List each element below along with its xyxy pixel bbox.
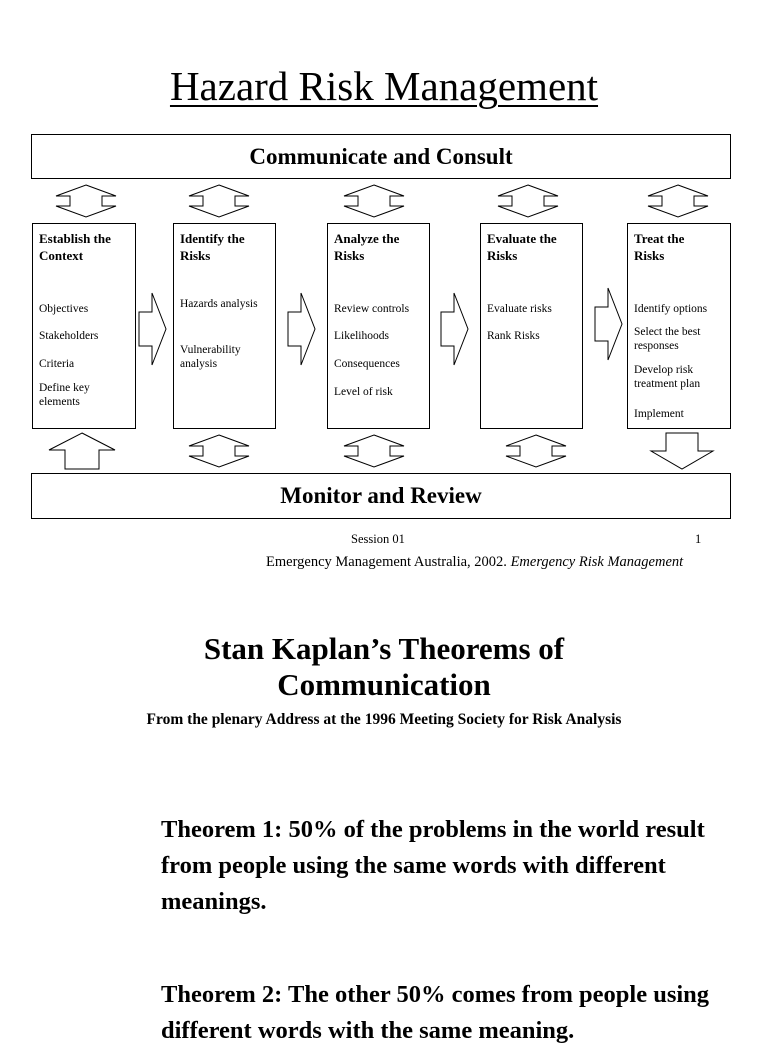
down-arrow-icon	[650, 432, 714, 470]
citation-book-title: Emergency Risk Management	[510, 554, 684, 570]
step-item: Develop risk treatment plan	[634, 364, 701, 390]
step-item: Review controls	[334, 303, 410, 315]
step-item: Criteria	[39, 358, 75, 370]
step-title-line: Risks	[180, 248, 211, 263]
step-item: Define key elements	[39, 382, 90, 408]
monitor-review-band: Monitor and Review	[31, 473, 731, 519]
step-item: Likelihoods	[334, 330, 389, 342]
step-item: Stakeholders	[39, 330, 99, 342]
step-establish-context	[32, 223, 136, 429]
step-item: Hazards analysis	[180, 298, 258, 310]
up-arrow-icon	[48, 432, 116, 470]
step-item: Consequences	[334, 358, 400, 370]
up-down-arrow-icon	[343, 184, 405, 218]
step-evaluate-risks	[480, 223, 583, 429]
session-label: Session 01	[351, 532, 405, 546]
right-arrow-icon	[138, 292, 168, 366]
step-item: Select the best responses	[634, 326, 701, 352]
up-down-arrow-icon	[188, 434, 250, 468]
right-arrow-icon	[287, 292, 317, 366]
communicate-consult-band: Communicate and Consult	[31, 134, 731, 179]
step-item: Vulnerability analysis	[180, 344, 241, 370]
step-title	[180, 230, 245, 264]
step-title	[487, 230, 557, 264]
theorem-1: Theorem 1: 50% of the problems in the world result from people using the same words with different meanings.	[161, 816, 705, 915]
up-down-arrow-icon	[55, 184, 117, 218]
step-title-line: Risks	[334, 248, 365, 263]
step-item: Implement	[634, 408, 684, 420]
step-title-line: Establish the	[39, 231, 111, 246]
right-arrow-icon	[440, 292, 470, 366]
step-item: Objectives	[39, 303, 89, 315]
step-item: Rank Risks	[487, 330, 540, 342]
step-title-line: Treat the	[634, 231, 685, 246]
step-title	[334, 230, 399, 264]
up-down-arrow-icon	[505, 434, 567, 468]
right-arrow-icon	[594, 287, 624, 361]
step-title-line: Identify the	[180, 231, 245, 246]
step-title-line: Analyze the	[334, 231, 400, 246]
citation	[266, 554, 683, 571]
up-down-arrow-icon	[188, 184, 250, 218]
step-title	[634, 230, 684, 264]
step-title-line: Context	[39, 248, 84, 263]
step-identify-risks	[173, 223, 276, 429]
step-title-line: Evaluate the	[487, 231, 557, 246]
kaplan-subtitle: From the plenary Address at the 1996 Meeting Society for Risk Analysis	[146, 711, 622, 728]
theorem-2: Theorem 2: The other 50% comes from people using different words with the same meaning.	[161, 981, 710, 1044]
kaplan-title-line: Stan Kaplan’s Theorems of	[203, 631, 565, 666]
step-item: Identify options	[634, 303, 708, 315]
up-down-arrow-icon	[497, 184, 559, 218]
step-analyze-risks	[327, 223, 430, 429]
step-title-line: Risks	[487, 248, 518, 263]
step-item: Evaluate risks	[487, 303, 552, 315]
page-number: 1	[695, 532, 702, 546]
step-item: Level of risk	[334, 386, 393, 398]
up-down-arrow-icon	[647, 184, 709, 218]
step-title	[39, 230, 111, 264]
step-title-line: Risks	[634, 248, 665, 263]
kaplan-title-line: Communication	[277, 667, 491, 702]
kaplan-title	[0, 631, 768, 703]
up-down-arrow-icon	[343, 434, 405, 468]
step-treat-risks	[627, 223, 731, 429]
citation-text: Emergency Management Australia, 2002.	[266, 554, 511, 570]
slide-title: Hazard Risk Management	[169, 63, 599, 109]
